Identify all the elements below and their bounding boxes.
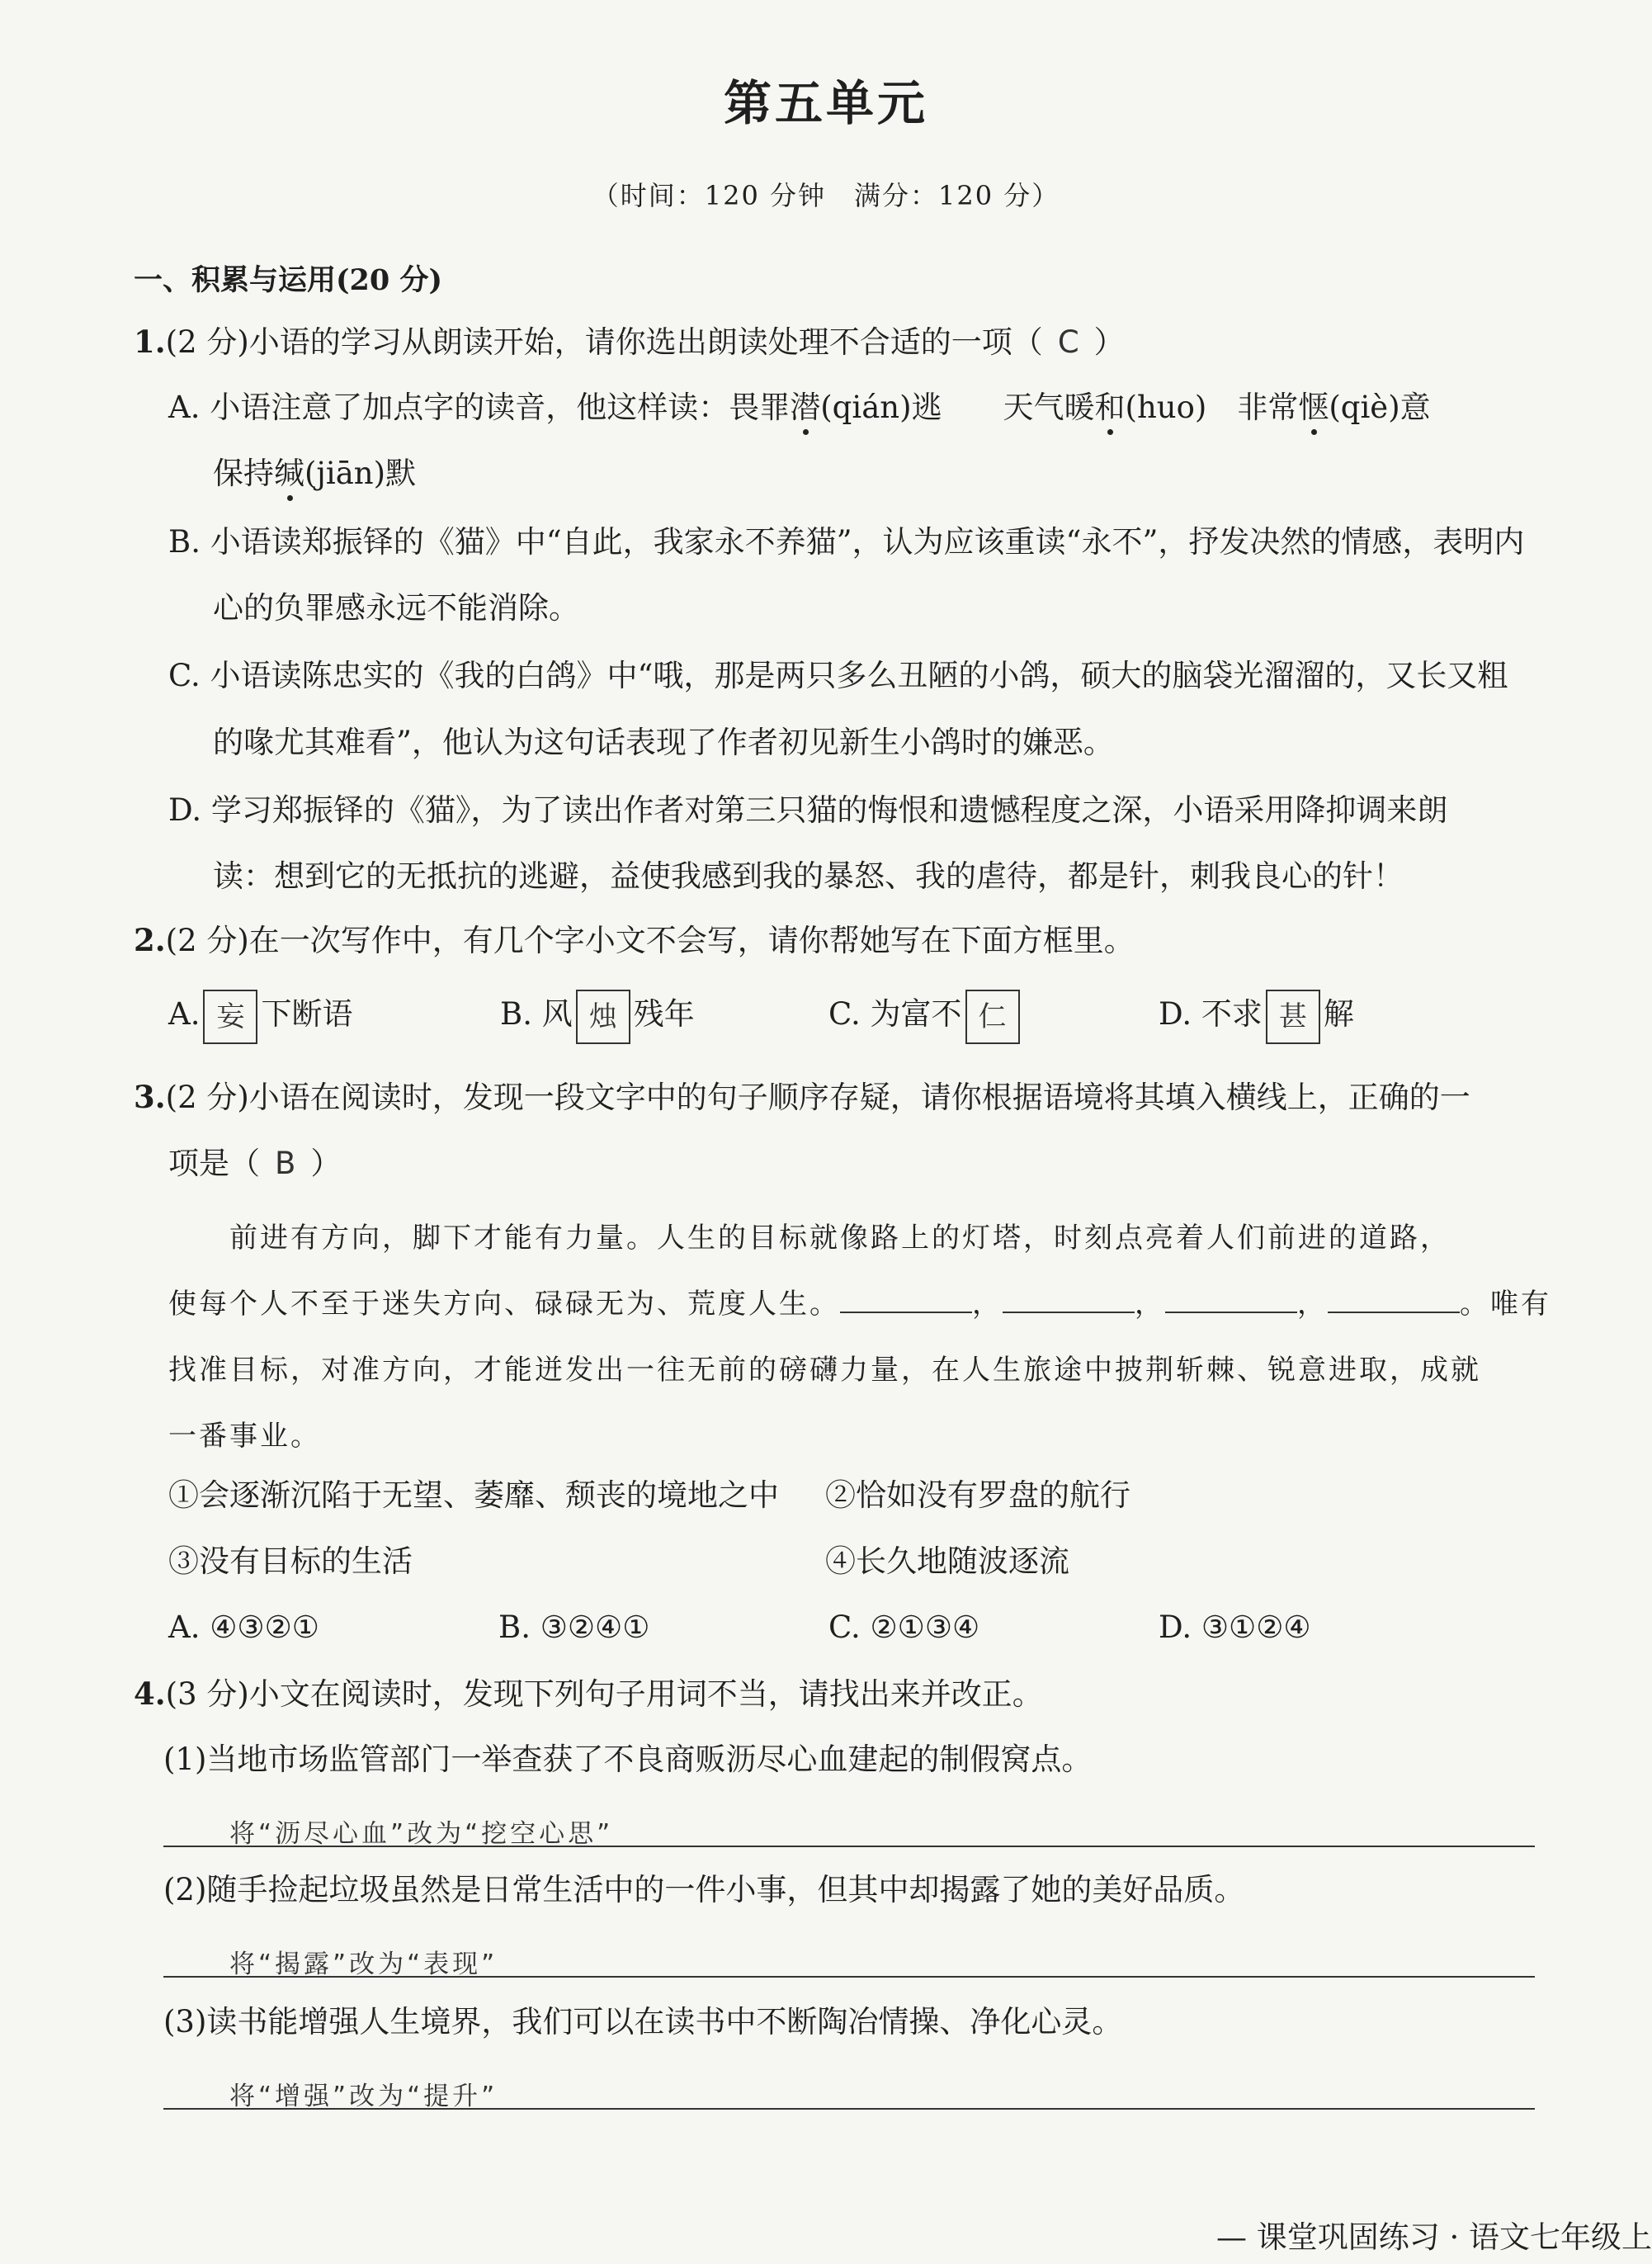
question-1-option-a: A. 小语注意了加点字的读音，他这样读：畏罪潜(qián)逃 天气暖和(huo) 非常惬(qiè)意 [168, 390, 1431, 425]
question-2-option-b: B. 风 烛 残年 [500, 989, 695, 1044]
question-1-option-d-cont: 读：想到它的无抵抗的逃避，益使我感到我的暴怒、我的虐待，都是针，刺我良心的针！ [213, 858, 1404, 894]
passage-line-3: 找准目标，对准方向，才能迸发出一往无前的磅礴力量，在人生旅途中披荆斩棘、锐意进取，成就 [168, 1354, 1481, 1387]
question-2-stem: 2.(2 分)在一次写作中，有几个字小文不会写，请你帮她写在下面方框里。 [134, 922, 1135, 958]
answer-line [163, 1976, 1535, 1978]
sentence-4: ④长久地随波逐流 [825, 1543, 1069, 1579]
sentence-2: ②恰如没有罗盘的航行 [825, 1477, 1130, 1513]
passage-line-2: 使每个人不至于迷失方向、碌碌无为、荒度人生。 ， ， ， 。唯有 [168, 1288, 1551, 1321]
passage-line-4: 一番事业。 [168, 1420, 321, 1453]
question-4-stem: 4.(3 分)小文在阅读时，发现下列句子用词不当，请找出来并改正。 [134, 1676, 1043, 1712]
question-1-option-b-cont: 心的负罪感永远不能消除。 [213, 590, 579, 626]
question-4-sentence-2: (2)随手捡起垃圾虽然是日常生活中的一件小事，但其中却揭露了她的美好品质。 [163, 1872, 1245, 1907]
answer-box: 仁 [965, 990, 1020, 1044]
answer-handwritten: C [1057, 324, 1079, 360]
question-3-option-c: C. ②①③④ [828, 1609, 980, 1645]
passage-line-1: 前进有方向，脚下才能有力量。人生的目标就像路上的灯塔，时刻点亮着人们前进的道路， [229, 1222, 1451, 1255]
section-heading: 一、积累与运用(20 分) [134, 263, 443, 297]
question-4-answer-1: 将“沥尽心血”改为“挖空心思” [229, 1819, 614, 1849]
question-1-option-d: D. 学习郑振铎的《猫》，为了读出作者对第三只猫的悔恨和遗憾程度之深，小语采用降抑调来朗 [168, 792, 1448, 828]
question-3-option-a: A. ④③②① [168, 1609, 319, 1645]
answer-box: 烛 [576, 990, 630, 1044]
question-2-option-d: D. 不求 甚 解 [1159, 989, 1354, 1044]
answer-handwritten: B [275, 1146, 296, 1181]
question-1-option-c: C. 小语读陈忠实的《我的白鸽》中“哦，那是两只多么丑陋的小鸽，硕大的脑袋光溜溜的，又长又粗 [168, 658, 1508, 693]
exam-info: （时间：120 分钟 满分：120 分） [592, 180, 1060, 211]
sentence-1: ①会逐渐沉陷于无望、萎靡、颓丧的境地之中 [168, 1477, 779, 1513]
answer-box: 甚 [1266, 990, 1320, 1044]
question-4-answer-2: 将“揭露”改为“表现” [229, 1950, 498, 1979]
question-4-sentence-1: (1)当地市场监管部门一举查获了不良商贩沥尽心血建起的制假窝点。 [163, 1742, 1093, 1777]
question-1-option-c-cont: 的喙尤其难看”，他认为这句话表现了作者初见新生小鸽时的嫌恶。 [213, 725, 1114, 760]
answer-line [163, 1846, 1535, 1847]
answer-box: 妄 [203, 990, 257, 1044]
question-2-option-a: A. 妄 下断语 [168, 989, 352, 1044]
answer-line [163, 2108, 1535, 2110]
question-3-option-d: D. ③①②④ [1159, 1609, 1311, 1645]
question-3-stem-cont: 项是（ B ） [168, 1146, 342, 1181]
page-footer: — 课堂巩固练习 · 语文七年级上 [1215, 2219, 1652, 2255]
question-4-answer-3: 将“增强”改为“提升” [229, 2082, 498, 2111]
sentence-3: ③没有目标的生活 [168, 1543, 413, 1579]
question-3-stem: 3.(2 分)小语在阅读时，发现一段文字中的句子顺序存疑，请你根据语境将其填入横线上，正确的一 [134, 1079, 1470, 1115]
question-1-option-a-cont: 保持缄(jiān)默 [213, 456, 417, 491]
question-3-option-b: B. ③②④① [498, 1609, 650, 1645]
question-4-sentence-3: (3)读书能增强人生境界，我们可以在读书中不断陶冶情操、净化心灵。 [163, 2004, 1123, 2039]
question-1-option-b: B. 小语读郑振铎的《猫》中“自此，我家永不养猫”，认为应该重读“永不”，抒发决然的情感，表明内 [168, 524, 1525, 560]
question-2-option-c: C. 为富不 仁 [828, 989, 1023, 1044]
question-1-stem: 1.(2 分)小语的学习从朗读开始，请你选出朗读处理不合适的一项（ C ） [134, 324, 1125, 360]
page-title: 第五单元 [723, 75, 928, 131]
